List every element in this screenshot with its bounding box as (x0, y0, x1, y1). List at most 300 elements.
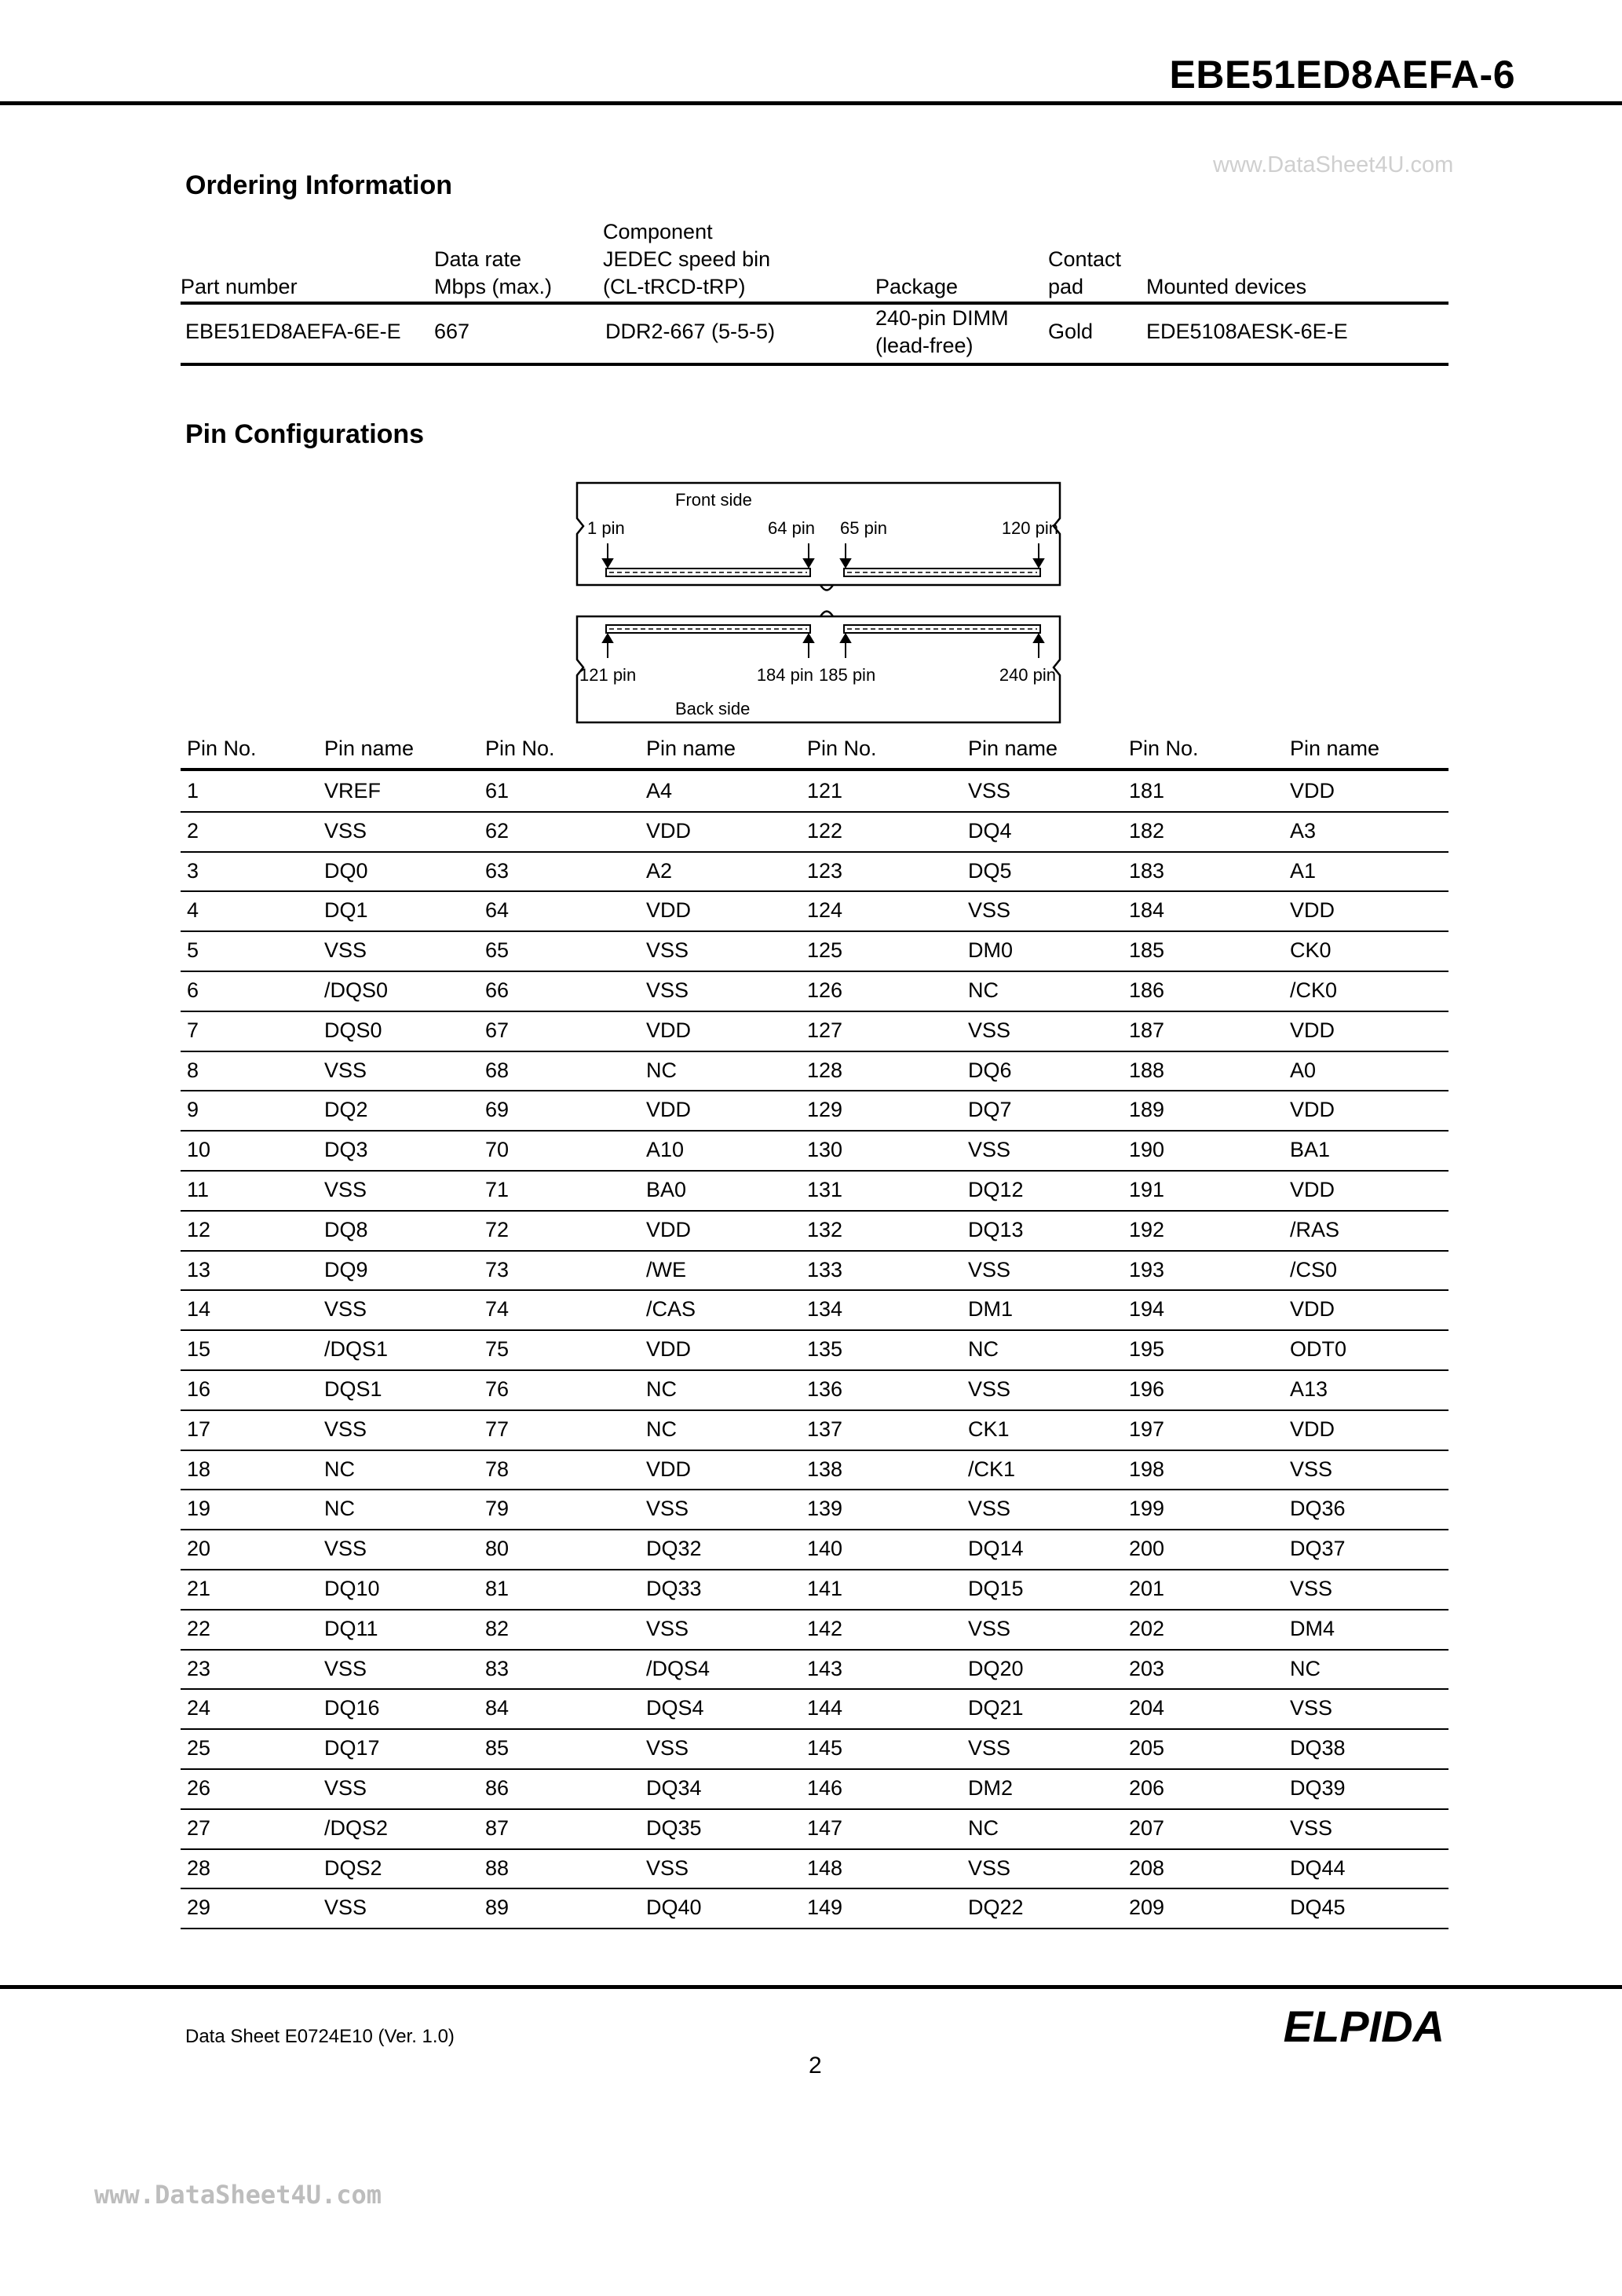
pin-number: 65 (485, 938, 510, 963)
pin-number: 4 (187, 898, 199, 923)
table-row (181, 1609, 1448, 1651)
pin-name: VDD (646, 818, 692, 843)
pin-number: 208 (1129, 1855, 1165, 1880)
header-pin-name: Pin name (646, 737, 736, 760)
table-row (181, 930, 1448, 972)
pin-name: VSS (968, 1736, 1011, 1760)
watermark-bottom[interactable]: www.DataSheet4U.com (94, 2180, 382, 2210)
pin-name: DQ33 (646, 1577, 702, 1600)
pin-number: 190 (1129, 1138, 1165, 1162)
pin-name: VSS (324, 938, 367, 963)
pin-number: 140 (807, 1537, 843, 1561)
pin-name: VSS (968, 898, 1011, 923)
table-row (181, 1848, 1448, 1890)
pin-number: 1 (187, 779, 199, 803)
pin-number: 2 (187, 818, 199, 843)
pin-name: DQ38 (1290, 1736, 1346, 1760)
pin-number: 79 (485, 1497, 510, 1521)
pin-name: VDD (646, 1217, 692, 1241)
table-row (181, 1289, 1448, 1331)
pin-name: VSS (968, 1497, 1011, 1521)
header-line: (CL-tRCD-tRP) (603, 275, 746, 298)
pin-name: DQ15 (968, 1577, 1024, 1600)
pin-number: 80 (485, 1537, 510, 1561)
pin-name: NC (646, 1377, 677, 1401)
pin-name: /CAS (646, 1297, 696, 1322)
pin-number: 192 (1129, 1217, 1165, 1241)
pin-number: 78 (485, 1457, 510, 1481)
pin-number: 61 (485, 779, 510, 803)
pin-name: DQ35 (646, 1815, 702, 1840)
pin-name: A2 (646, 858, 673, 883)
pin-name: CK1 (968, 1417, 1010, 1441)
pin-name: DQ40 (646, 1896, 702, 1920)
pin-name: DM2 (968, 1776, 1014, 1800)
ordering-header-rule (181, 302, 1448, 305)
table-row (181, 971, 1448, 1012)
pin-number: 76 (485, 1377, 510, 1401)
pin-name: VSS (646, 1736, 689, 1760)
pin-number: 124 (807, 898, 843, 923)
pin-number: 84 (485, 1696, 510, 1720)
pin-185-label: 185 pin (819, 665, 876, 685)
front-side-label: Front side (675, 490, 752, 510)
pin-240-label: 240 pin (999, 665, 1056, 685)
pin-name: /DQS4 (646, 1656, 711, 1680)
pin-number: 142 (807, 1616, 843, 1640)
pin-name: DQ9 (324, 1257, 368, 1281)
pin-number: 26 (187, 1776, 211, 1800)
pin-number: 194 (1129, 1297, 1165, 1322)
pin-number: 28 (187, 1855, 211, 1880)
back-side-label: Back side (675, 699, 751, 718)
pin-number: 68 (485, 1058, 510, 1082)
pin-name: VSS (324, 1656, 367, 1680)
table-row (181, 1808, 1448, 1850)
pin-name: VSS (968, 1616, 1011, 1640)
ordering-information-heading: Ordering Information (185, 170, 452, 200)
pin-name: VSS (646, 1855, 689, 1880)
table-row (181, 1130, 1448, 1172)
header-line: pad (1048, 275, 1084, 298)
header-line (181, 246, 298, 273)
pin-name: /RAS (1290, 1217, 1340, 1241)
pin-name: VDD (646, 1337, 692, 1362)
pin-number: 189 (1129, 1098, 1165, 1122)
logo-text: ELPIDA (1283, 2002, 1445, 2051)
pin-name: VSS (324, 1896, 367, 1920)
header-rule (0, 101, 1622, 105)
pin-number: 127 (807, 1018, 843, 1042)
pin-name: DQ7 (968, 1098, 1012, 1122)
pin-name: VSS (1290, 1815, 1333, 1840)
pin-name: VSS (968, 1257, 1011, 1281)
pin-number: 149 (807, 1896, 843, 1920)
table-row (181, 1450, 1448, 1491)
pin-name: VDD (1290, 1178, 1335, 1201)
pin-number: 74 (485, 1297, 510, 1322)
pin-name: DQ11 (324, 1616, 378, 1640)
pin-number: 62 (485, 818, 510, 843)
pin-number: 188 (1129, 1058, 1165, 1082)
pin-number: 145 (807, 1736, 843, 1760)
pin-name: A3 (1290, 818, 1317, 843)
ordering-col-data-rate (434, 218, 552, 301)
pin-number: 182 (1129, 818, 1165, 843)
ordering-package (875, 305, 1009, 360)
pin-number: 146 (807, 1776, 843, 1800)
pin-name: VDD (1290, 779, 1335, 803)
header-line: Component (603, 220, 713, 243)
pin-name: NC (324, 1457, 355, 1481)
pin-number: 3 (187, 858, 199, 883)
pin-name: VDD (646, 898, 692, 923)
pin-number: 186 (1129, 978, 1165, 1002)
pin-name: BA1 (1290, 1138, 1331, 1162)
ordering-bottom-rule (181, 363, 1448, 366)
pin-number: 9 (187, 1098, 199, 1122)
pin-number: 17 (187, 1417, 211, 1441)
pin-name: NC (968, 978, 999, 1002)
pin-number: 147 (807, 1815, 843, 1840)
pin-name: NC (968, 1337, 999, 1362)
pin-name: DQ16 (324, 1696, 380, 1720)
pin-number: 199 (1129, 1497, 1165, 1521)
header-line: Part number (181, 275, 298, 298)
table-row (181, 1529, 1448, 1570)
ordering-data-rate: 667 (434, 320, 470, 343)
pin-name: /CS0 (1290, 1257, 1338, 1281)
table-row (181, 1768, 1448, 1810)
pin-number: 15 (187, 1337, 211, 1362)
pin-number: 138 (807, 1457, 843, 1481)
table-row (181, 771, 1448, 813)
pin-name: DQ12 (968, 1178, 1024, 1201)
package-line-1: 240-pin DIMM (875, 306, 1009, 330)
pin-number: 206 (1129, 1776, 1165, 1800)
pin-number: 11 (187, 1178, 210, 1201)
pin-name: DQ32 (646, 1537, 702, 1561)
table-row (181, 1090, 1448, 1132)
pin-number: 136 (807, 1377, 843, 1401)
pin-name: VSS (324, 1297, 367, 1322)
ordering-col-mounted-devices (1146, 218, 1306, 301)
header-line: JEDEC speed bin (603, 247, 771, 271)
pin-name: NC (646, 1058, 677, 1082)
document-title: EBE51ED8AEFA-6 (1169, 53, 1515, 97)
pin-number: 121 (807, 779, 843, 803)
pin-number: 183 (1129, 858, 1165, 883)
pin-name: DM4 (1290, 1616, 1335, 1640)
pin-name: A13 (1290, 1377, 1328, 1401)
header-pin-no: Pin No. (807, 737, 877, 760)
pin-name: DQ13 (968, 1217, 1024, 1241)
pin-number: 184 (1129, 898, 1165, 923)
pin-number: 70 (485, 1138, 510, 1162)
pin-name: DQ4 (968, 818, 1012, 843)
header-line (1048, 218, 1121, 246)
pin-name: VSS (968, 1855, 1011, 1880)
pin-name: VSS (324, 1537, 367, 1561)
pin-name: VSS (324, 1178, 367, 1201)
header-line (1146, 218, 1306, 246)
pin-number: 63 (485, 858, 510, 883)
pin-name: VDD (1290, 1417, 1335, 1441)
pin-name: DQ20 (968, 1656, 1024, 1680)
front-module-outline (577, 483, 1060, 585)
pin-name: VDD (646, 1098, 692, 1122)
header-line (875, 218, 958, 246)
pin-name: DQ36 (1290, 1497, 1346, 1521)
pin-name: VSS (324, 1058, 367, 1082)
pin-name: VSS (968, 1377, 1011, 1401)
pin-name: VSS (1290, 1696, 1333, 1720)
pin-number: 27 (187, 1815, 211, 1840)
pin-name: DQS1 (324, 1377, 382, 1401)
table-row (181, 1728, 1448, 1770)
pin-number: 73 (485, 1257, 510, 1281)
pin-name: DQ6 (968, 1058, 1012, 1082)
pin-name: VSS (324, 818, 367, 843)
pin-number: 81 (485, 1577, 510, 1600)
header-pin-name: Pin name (324, 737, 415, 760)
pin-number: 7 (187, 1018, 199, 1042)
pin-name: BA0 (646, 1178, 687, 1201)
pin-name: ODT0 (1290, 1337, 1347, 1362)
pin-number: 10 (187, 1138, 211, 1162)
ordering-part-number: EBE51ED8AEFA-6E-E (185, 320, 401, 343)
pin-name: NC (968, 1815, 999, 1840)
pin-number: 8 (187, 1058, 199, 1082)
pin-number: 22 (187, 1616, 211, 1640)
header-line: Mbps (max.) (434, 275, 553, 298)
pin-1-label: 1 pin (587, 518, 625, 538)
pin-number: 141 (807, 1577, 843, 1600)
pin-number: 87 (485, 1815, 510, 1840)
pin-120-label: 120 pin (1001, 518, 1058, 538)
pin-number: 71 (485, 1178, 510, 1201)
pin-number: 144 (807, 1696, 843, 1720)
pin-number: 132 (807, 1217, 843, 1241)
package-line-2: (lead-free) (875, 334, 974, 357)
header-pin-name: Pin name (1290, 737, 1380, 760)
header-line (875, 246, 958, 273)
pin-name: DQS2 (324, 1855, 382, 1880)
elpida-logo (1252, 1991, 1448, 2054)
pin-name: A4 (646, 779, 673, 803)
pin-number: 209 (1129, 1896, 1165, 1920)
pin-name: DQS4 (646, 1696, 704, 1720)
pin-number: 75 (485, 1337, 510, 1362)
document-id: Data Sheet E0724E10 (Ver. 1.0) (185, 2026, 455, 2047)
pin-table (181, 733, 1448, 1934)
pin-name: VSS (324, 1417, 367, 1441)
pin-name: DM0 (968, 938, 1014, 963)
table-row (181, 1051, 1448, 1092)
pin-name: VDD (646, 1018, 692, 1042)
pin-name: DQ5 (968, 858, 1012, 883)
ordering-col-contact-pad (1048, 218, 1121, 301)
pin-number: 14 (187, 1297, 211, 1322)
pin-number: 64 (485, 898, 510, 923)
header-pin-name: Pin name (968, 737, 1058, 760)
header-line: Mounted devices (1146, 275, 1307, 298)
pin-name: CK0 (1290, 938, 1332, 963)
ordering-mounted-devices: EDE5108AESK-6E-E (1146, 320, 1348, 343)
ordering-speed-bin: DDR2-667 (5-5-5) (605, 320, 776, 343)
pin-name: VDD (1290, 1297, 1335, 1322)
pin-name: DQ1 (324, 898, 368, 923)
table-row (181, 811, 1448, 853)
pin-name: NC (1290, 1656, 1321, 1680)
ordering-table (181, 218, 1448, 375)
pin-name: VSS (968, 1138, 1011, 1162)
pin-number: 196 (1129, 1377, 1165, 1401)
pin-number: 203 (1129, 1656, 1165, 1680)
pin-number: 67 (485, 1018, 510, 1042)
pin-number: 5 (187, 938, 199, 963)
pin-name: DQ45 (1290, 1896, 1346, 1920)
pin-number: 88 (485, 1855, 510, 1880)
header-line: Data rate (434, 247, 522, 271)
pin-number: 82 (485, 1616, 510, 1640)
pin-64-label: 64 pin (768, 518, 815, 538)
pin-number: 129 (807, 1098, 843, 1122)
pin-number: 86 (485, 1776, 510, 1800)
ordering-contact-pad: Gold (1048, 320, 1094, 343)
table-row (181, 1210, 1448, 1252)
pin-name: VSS (324, 1776, 367, 1800)
pin-number: 207 (1129, 1815, 1165, 1840)
pin-number: 202 (1129, 1616, 1165, 1640)
pin-name: DQ2 (324, 1098, 368, 1122)
pin-number: 16 (187, 1377, 211, 1401)
table-row (181, 851, 1448, 893)
pin-121-label: 121 pin (579, 665, 637, 685)
pin-name: /DQS2 (324, 1815, 389, 1840)
pin-number: 24 (187, 1696, 211, 1720)
pin-number: 187 (1129, 1018, 1165, 1042)
pin-name: /DQS0 (324, 978, 389, 1002)
pin-number: 133 (807, 1257, 843, 1281)
page-number: 2 (809, 2053, 822, 2078)
pin-number: 18 (187, 1457, 211, 1481)
pin-name: /CK0 (1290, 978, 1338, 1002)
pin-configurations-heading: Pin Configurations (185, 419, 425, 449)
pin-number: 131 (807, 1178, 843, 1201)
pin-number: 19 (187, 1497, 211, 1521)
table-row (181, 1329, 1448, 1371)
pin-number: 128 (807, 1058, 843, 1082)
pin-name: VDD (1290, 1018, 1335, 1042)
table-row (181, 1489, 1448, 1530)
pin-name: DQ44 (1290, 1855, 1346, 1880)
pin-name: VDD (1290, 1098, 1335, 1122)
pin-name: /WE (646, 1257, 686, 1281)
pin-number: 83 (485, 1656, 510, 1680)
pin-name: VSS (1290, 1577, 1333, 1600)
pin-name: VSS (1290, 1457, 1333, 1481)
table-row (181, 1170, 1448, 1212)
pin-number: 148 (807, 1855, 843, 1880)
pin-name: VSS (646, 1497, 689, 1521)
footer-rule (0, 1985, 1622, 1989)
pin-number: 122 (807, 818, 843, 843)
pin-number: 191 (1129, 1178, 1165, 1201)
header-pin-no: Pin No. (485, 737, 555, 760)
pin-number: 185 (1129, 938, 1165, 963)
table-row (181, 1888, 1448, 1929)
header-line (1146, 246, 1306, 273)
header-line: Contact (1048, 247, 1122, 271)
pin-number: 205 (1129, 1736, 1165, 1760)
pin-number: 201 (1129, 1577, 1165, 1600)
pin-number: 29 (187, 1896, 211, 1920)
pin-number: 6 (187, 978, 199, 1002)
pin-name: DM1 (968, 1297, 1014, 1322)
pin-number: 134 (807, 1297, 843, 1322)
pin-name: DQ37 (1290, 1537, 1346, 1561)
watermark-top[interactable]: www.DataSheet4U.com (1213, 152, 1454, 177)
pin-name: VSS (646, 938, 689, 963)
header-line: Package (875, 275, 959, 298)
pin-number: 126 (807, 978, 843, 1002)
pin-number: 135 (807, 1337, 843, 1362)
header-pin-no: Pin No. (1129, 737, 1199, 760)
pin-number: 12 (187, 1217, 211, 1241)
pin-name: VREF (324, 779, 382, 803)
pin-number: 143 (807, 1656, 843, 1680)
pin-name: VSS (646, 1616, 689, 1640)
pin-name: DQ8 (324, 1217, 368, 1241)
pin-number: 139 (807, 1497, 843, 1521)
pin-name: NC (646, 1417, 677, 1441)
header-pin-no: Pin No. (187, 737, 257, 760)
pin-name: DQ34 (646, 1776, 702, 1800)
pin-name: VSS (968, 1018, 1011, 1042)
pin-name: A0 (1290, 1058, 1317, 1082)
pin-name: DQ10 (324, 1577, 380, 1600)
pin-number: 21 (187, 1577, 211, 1600)
pin-number: 77 (485, 1417, 510, 1441)
pin-name: DQ39 (1290, 1776, 1346, 1800)
pin-number: 123 (807, 858, 843, 883)
pin-name: DQ17 (324, 1736, 380, 1760)
table-row (181, 890, 1448, 932)
pin-number: 193 (1129, 1257, 1165, 1281)
pin-184-label: 184 pin (756, 665, 813, 685)
pin-65-label: 65 pin (840, 518, 887, 538)
pin-name: DQ0 (324, 858, 368, 883)
pin-number: 13 (187, 1257, 211, 1281)
pin-number: 181 (1129, 779, 1165, 803)
pin-name: DQ3 (324, 1138, 368, 1162)
pin-name: DQ22 (968, 1896, 1024, 1920)
pin-name: DQS0 (324, 1018, 382, 1042)
pin-name: A10 (646, 1138, 685, 1162)
pin-name: VSS (968, 779, 1011, 803)
table-row (181, 1569, 1448, 1610)
table-row (181, 1369, 1448, 1411)
pin-name: DQ21 (968, 1696, 1024, 1720)
pin-number: 66 (485, 978, 510, 1002)
pin-name: /CK1 (968, 1457, 1016, 1481)
pin-name: VSS (646, 978, 689, 1002)
ordering-col-package (875, 218, 958, 301)
table-row (181, 1011, 1448, 1052)
pin-number: 125 (807, 938, 843, 963)
pin-number: 204 (1129, 1696, 1165, 1720)
